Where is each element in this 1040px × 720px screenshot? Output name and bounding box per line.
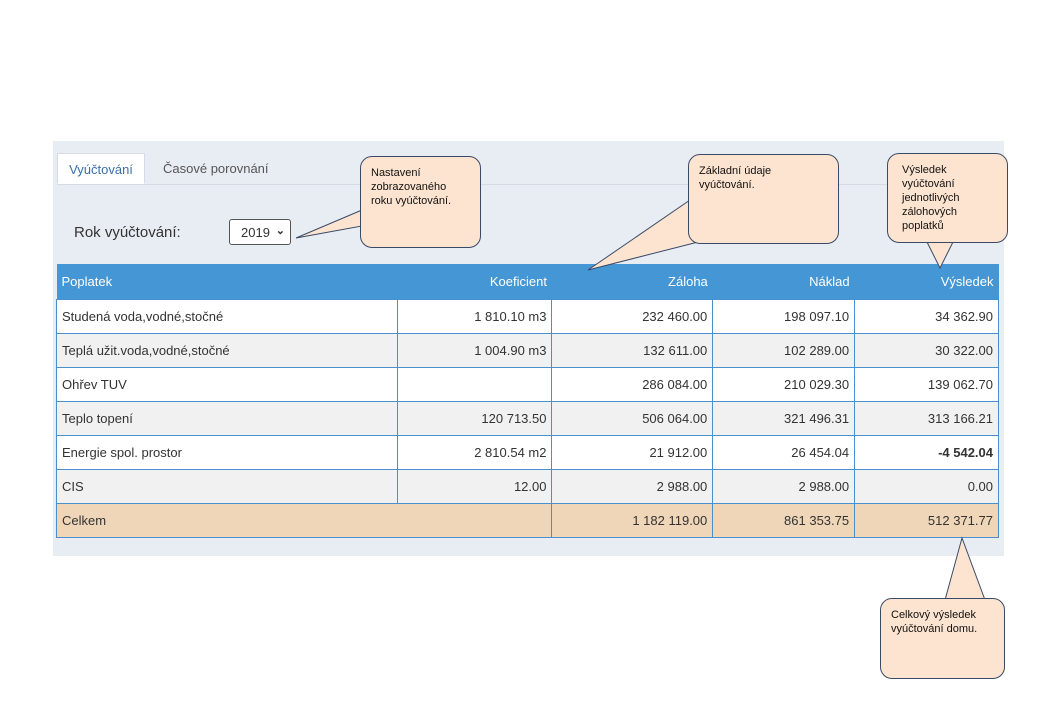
cell-poplatek: CIS — [57, 470, 398, 504]
column-header-naklad: Náklad — [713, 264, 855, 300]
cell-koeficient: 1 004.90 m3 — [397, 334, 552, 368]
cell-vysledek: 30 322.00 — [855, 334, 999, 368]
cell-naklad: 2 988.00 — [713, 470, 855, 504]
cell-vysledek: 0.00 — [855, 470, 999, 504]
cell-naklad: 198 097.10 — [713, 300, 855, 334]
cell-vysledek: 313 166.21 — [855, 402, 999, 436]
year-label: Rok vyúčtování: — [74, 224, 181, 241]
cell-zaloha: 232 460.00 — [552, 300, 713, 334]
column-header-koeficient: Koeficient — [397, 264, 552, 300]
total-vysledek: 512 371.77 — [855, 504, 999, 538]
cell-zaloha: 506 064.00 — [552, 402, 713, 436]
year-select-value: 2019 — [241, 225, 270, 240]
cell-poplatek: Teplo topení — [57, 402, 398, 436]
cell-zaloha: 132 611.00 — [552, 334, 713, 368]
cell-vysledek-negative: -4 542.04 — [855, 436, 999, 470]
callout-total-result: Celkový výsledek vyúčtování domu. — [880, 598, 1005, 679]
total-naklad: 861 353.75 — [713, 504, 855, 538]
cell-zaloha: 2 988.00 — [552, 470, 713, 504]
column-header-vysledek: Výsledek — [855, 264, 999, 300]
cell-naklad: 102 289.00 — [713, 334, 855, 368]
cell-poplatek: Ohřev TUV — [57, 368, 398, 402]
cell-poplatek: Teplá užit.voda,vodné,stočné — [57, 334, 398, 368]
callout-year-setting: Nastavení zobrazovaného roku vyúčtování. — [360, 156, 481, 248]
total-zaloha: 1 182 119.00 — [552, 504, 713, 538]
chevron-down-icon: ⌄ — [275, 225, 285, 237]
cell-koeficient: 2 810.54 m2 — [397, 436, 552, 470]
tab-casove-porovnani[interactable]: Časové porovnání — [163, 161, 269, 176]
cell-zaloha: 286 084.00 — [552, 368, 713, 402]
cell-vysledek: 139 062.70 — [855, 368, 999, 402]
cell-naklad: 26 454.04 — [713, 436, 855, 470]
column-header-poplatek: Poplatek — [57, 264, 398, 300]
cell-poplatek: Energie spol. prostor — [57, 436, 398, 470]
tab-vyuctovani[interactable]: Vyúčtování — [57, 153, 145, 184]
cell-koeficient: 12.00 — [397, 470, 552, 504]
cell-koeficient: 1 810.10 m3 — [397, 300, 552, 334]
callout-basic-data: Základní údaje vyúčtování. — [688, 154, 839, 244]
callout-result-per-fee: Výsledek vyúčtování jednotlivých zálohových poplatků — [887, 153, 1008, 243]
cell-zaloha: 21 912.00 — [552, 436, 713, 470]
cell-vysledek: 34 362.90 — [855, 300, 999, 334]
cell-koeficient: 120 713.50 — [397, 402, 552, 436]
total-label: Celkem — [57, 504, 552, 538]
cell-poplatek: Studená voda,vodné,stočné — [57, 300, 398, 334]
column-header-zaloha: Záloha — [552, 264, 713, 300]
cell-naklad: 321 496.31 — [713, 402, 855, 436]
cell-naklad: 210 029.30 — [713, 368, 855, 402]
